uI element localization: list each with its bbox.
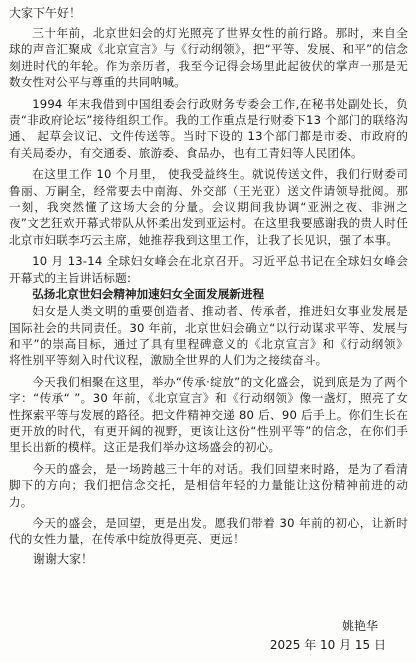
paragraph-6: 今天我们相聚在这里，举办“传承·绽放”的文化盛会，说到底是为了两个字：“传承“ ”。30 年前，《北京宣言》和《行动纲领》像一盏灯，照亮了女性探索平等与发展的路径。把文件精神交递 80 后、90 后手上。你们生长在更开放的时代，有更开阔的视野，更该让这份“性别平等”的信念，在你们手里长出新的模样。这正是我们举办这场盛会的初心。 (9, 374, 408, 455)
paragraph-2: 1994 年末我借到中国组委会行政财务专委会工作,在秘书处副处长，负责“非政府论坛”接待组织工作。我的工作重点是行财委下13 个部门的联络沟通、 起草会议记、文件传送等。当时下设的 13个部门都是市委、市政府的有关局委办，有交通委、旅游委、食品办，也有工青妇等人民团体。 (9, 96, 408, 160)
paragraph-3: 在这里工作 10 个月里， 使我受益终生。就说传送文件，我们行财委司鲁丽、万嗣全，经常要去中南海、外交部（王光亚）送文件请领导批阅。那一刻，我突然懂了这场大会的分量。会议期间我协调“亚洲之夜、非洲之夜”文艺狂欢开幕式带队从怀柔出发到亚运村。在这里我要感谢我的贵人时任北京市妇联李巧云主席，她推荐我到这里工作，让我了长见识，强了本事。 (9, 167, 408, 247)
signature: 姚艳华 (341, 619, 378, 633)
speech-title: 弘扬北京世妇会精神加速妇女全面发展新进程 (32, 287, 265, 302)
paragraph-7: 今天的盛会，是一场跨越三十年的对话。我们回望来时路，是为了看清脚下的方向；我们把信念交托，是相信年轻的力量能让这份精神前进的动力。 (9, 461, 408, 509)
closing-thanks: 谢谢大家！ (33, 551, 94, 566)
paragraph-1: 三十年前，北京世妇会的灯光照亮了世界女性的前行路。那时，来自全球的声音汇聚成《北京宣言》与《行动纲领》，把“平等、发展、和平”的信念刻进时代的年轮。作为亲历者，我至今记得会场里此起彼伏的掌声一那是无数女性对公平与尊重的共同呐喊。 (9, 26, 408, 90)
greeting: 大家下午好！ (9, 6, 82, 20)
paragraph-8: 今天的盛会，是回望，更是出发。愿我们带着 30 年前的初心，让新时代的女性力量，在传承中绽放得更亮、更远！ (9, 515, 408, 547)
date: 2025 年 10 月 15 日 (269, 638, 386, 652)
paragraph-5: 妇女是人类文明的重要创造者、推动者、传承者，推进妇女事业发展是国际社会的共同责任。30 年前，北京世妇会确立“以行动谋求平等、发展与和平”的崇高目标，通过了具有里程碑意义的《北京宣言》和《行动纲领》 将性别平等刻入时代议程，激励全世界的人们为之接续奋斗。 (9, 304, 408, 368)
paragraph-4: 10 月 13-14 全球妇女峰会在北京召开。习近平总书记在全球妇女峰会开幕式的主旨讲话标题: (9, 254, 408, 285)
